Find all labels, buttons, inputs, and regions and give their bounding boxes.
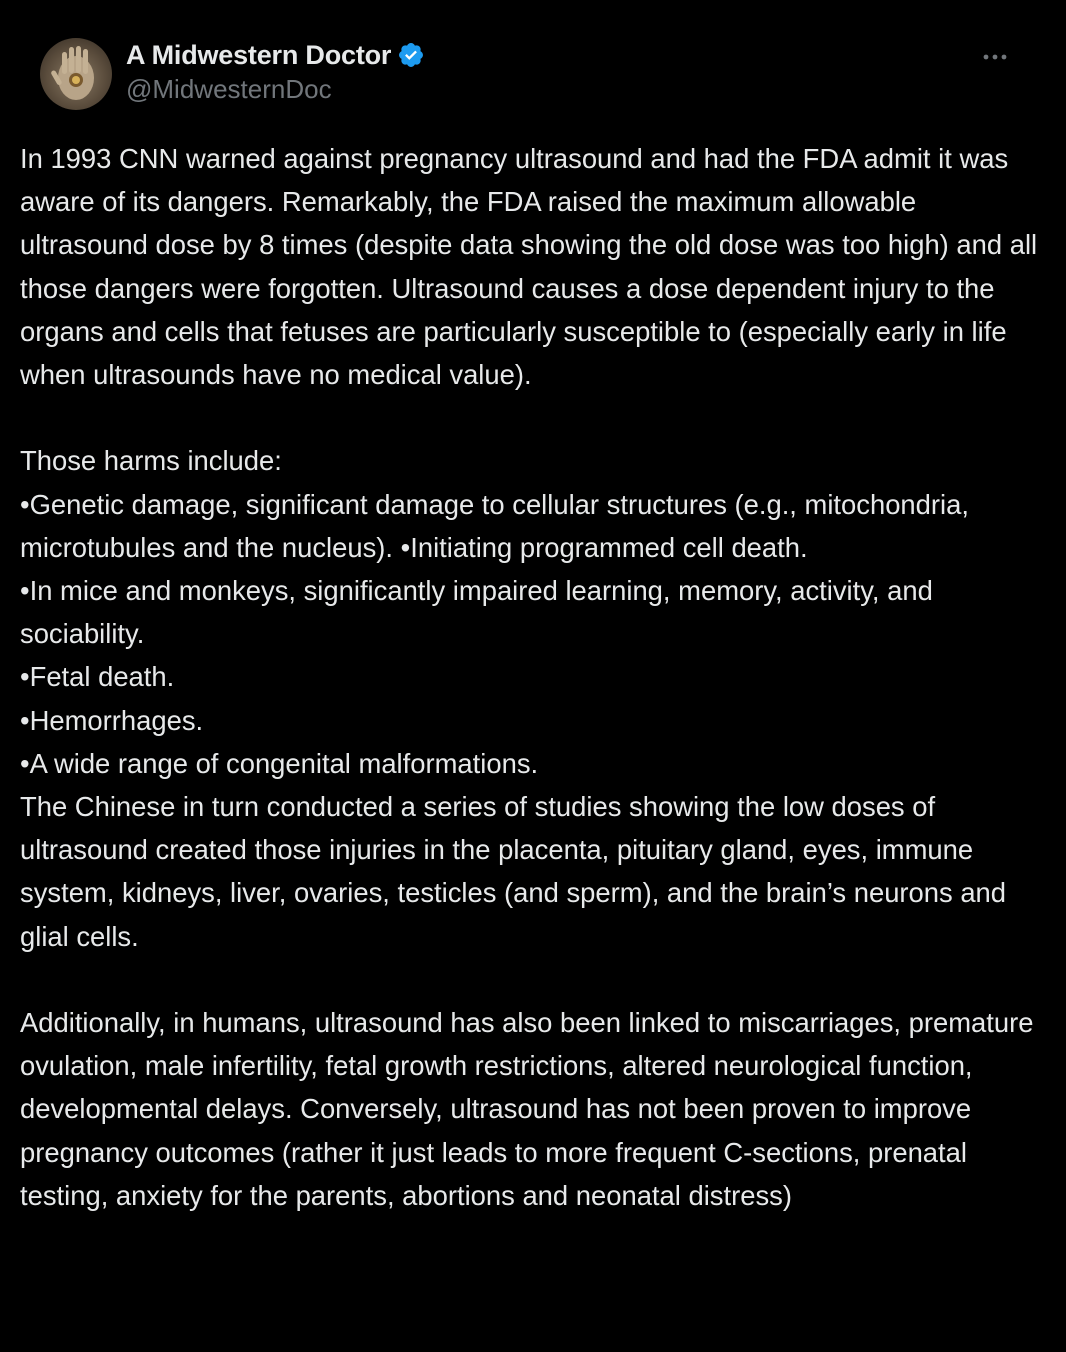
- tweet-text: [20, 137, 1050, 1217]
- paragraph-spacer: [20, 958, 1050, 1001]
- hand-avatar-icon[interactable]: [40, 38, 112, 110]
- more-horizontal-icon[interactable]: [980, 42, 1010, 72]
- tweet-paragraph-1: In 1993 CNN warned against pregnancy ultrasound and had the FDA admit it was aware of its dangers. Remarkably, the FDA raised the maximum allowable ultrasound dose by 8 times (despite data showing the old dose was too high) and all those dangers were forgotten. Ultrasound causes a dose dependent injury to the organs and cells that fetuses are particularly susceptible to (especially early in life when ultrasounds have no medical value).: [20, 143, 1038, 391]
- tweet-paragraph-2: Those harms include: •Genetic damage, significant damage to cellular structures (e.g., mitochondria, microtubules and the nucleus). •Initiating programmed cell death. •In mice and monkeys, significantly impaired learning, memory, activity, and sociability. •Fetal death. •Hemorrhages. •A wide range of congenital malformations. The Chinese in turn conducted a series of studies showing the low doses of ultrasound created those injuries in the placenta, pituitary gland, eyes, immune system, kidneys, liver, ovaries, testicles (and sperm), and the brain’s neurons and glial cells.: [20, 445, 1007, 952]
- tweet-paragraph-3: Additionally, in humans, ultrasound has also been linked to miscarriages, premature ovulation, male infertility, fetal growth restrictions, altered neurological function, developmental delays. Conversely, ultrasound has not been proven to improve pregnancy outcomes (rather it just leads to more frequent C-sections, prenatal testing, anxiety for the parents, abortions and neonatal distress): [20, 1007, 1034, 1211]
- author-names: [126, 38, 425, 105]
- paragraph-spacer: [20, 396, 1050, 439]
- verified-badge-icon: [397, 41, 425, 69]
- author-display-name[interactable]: A Midwestern Doctor: [126, 39, 392, 70]
- author-handle[interactable]: @MidwesternDoc: [126, 74, 332, 104]
- display-name-row: [126, 38, 425, 72]
- tweet-header: [20, 0, 1040, 124]
